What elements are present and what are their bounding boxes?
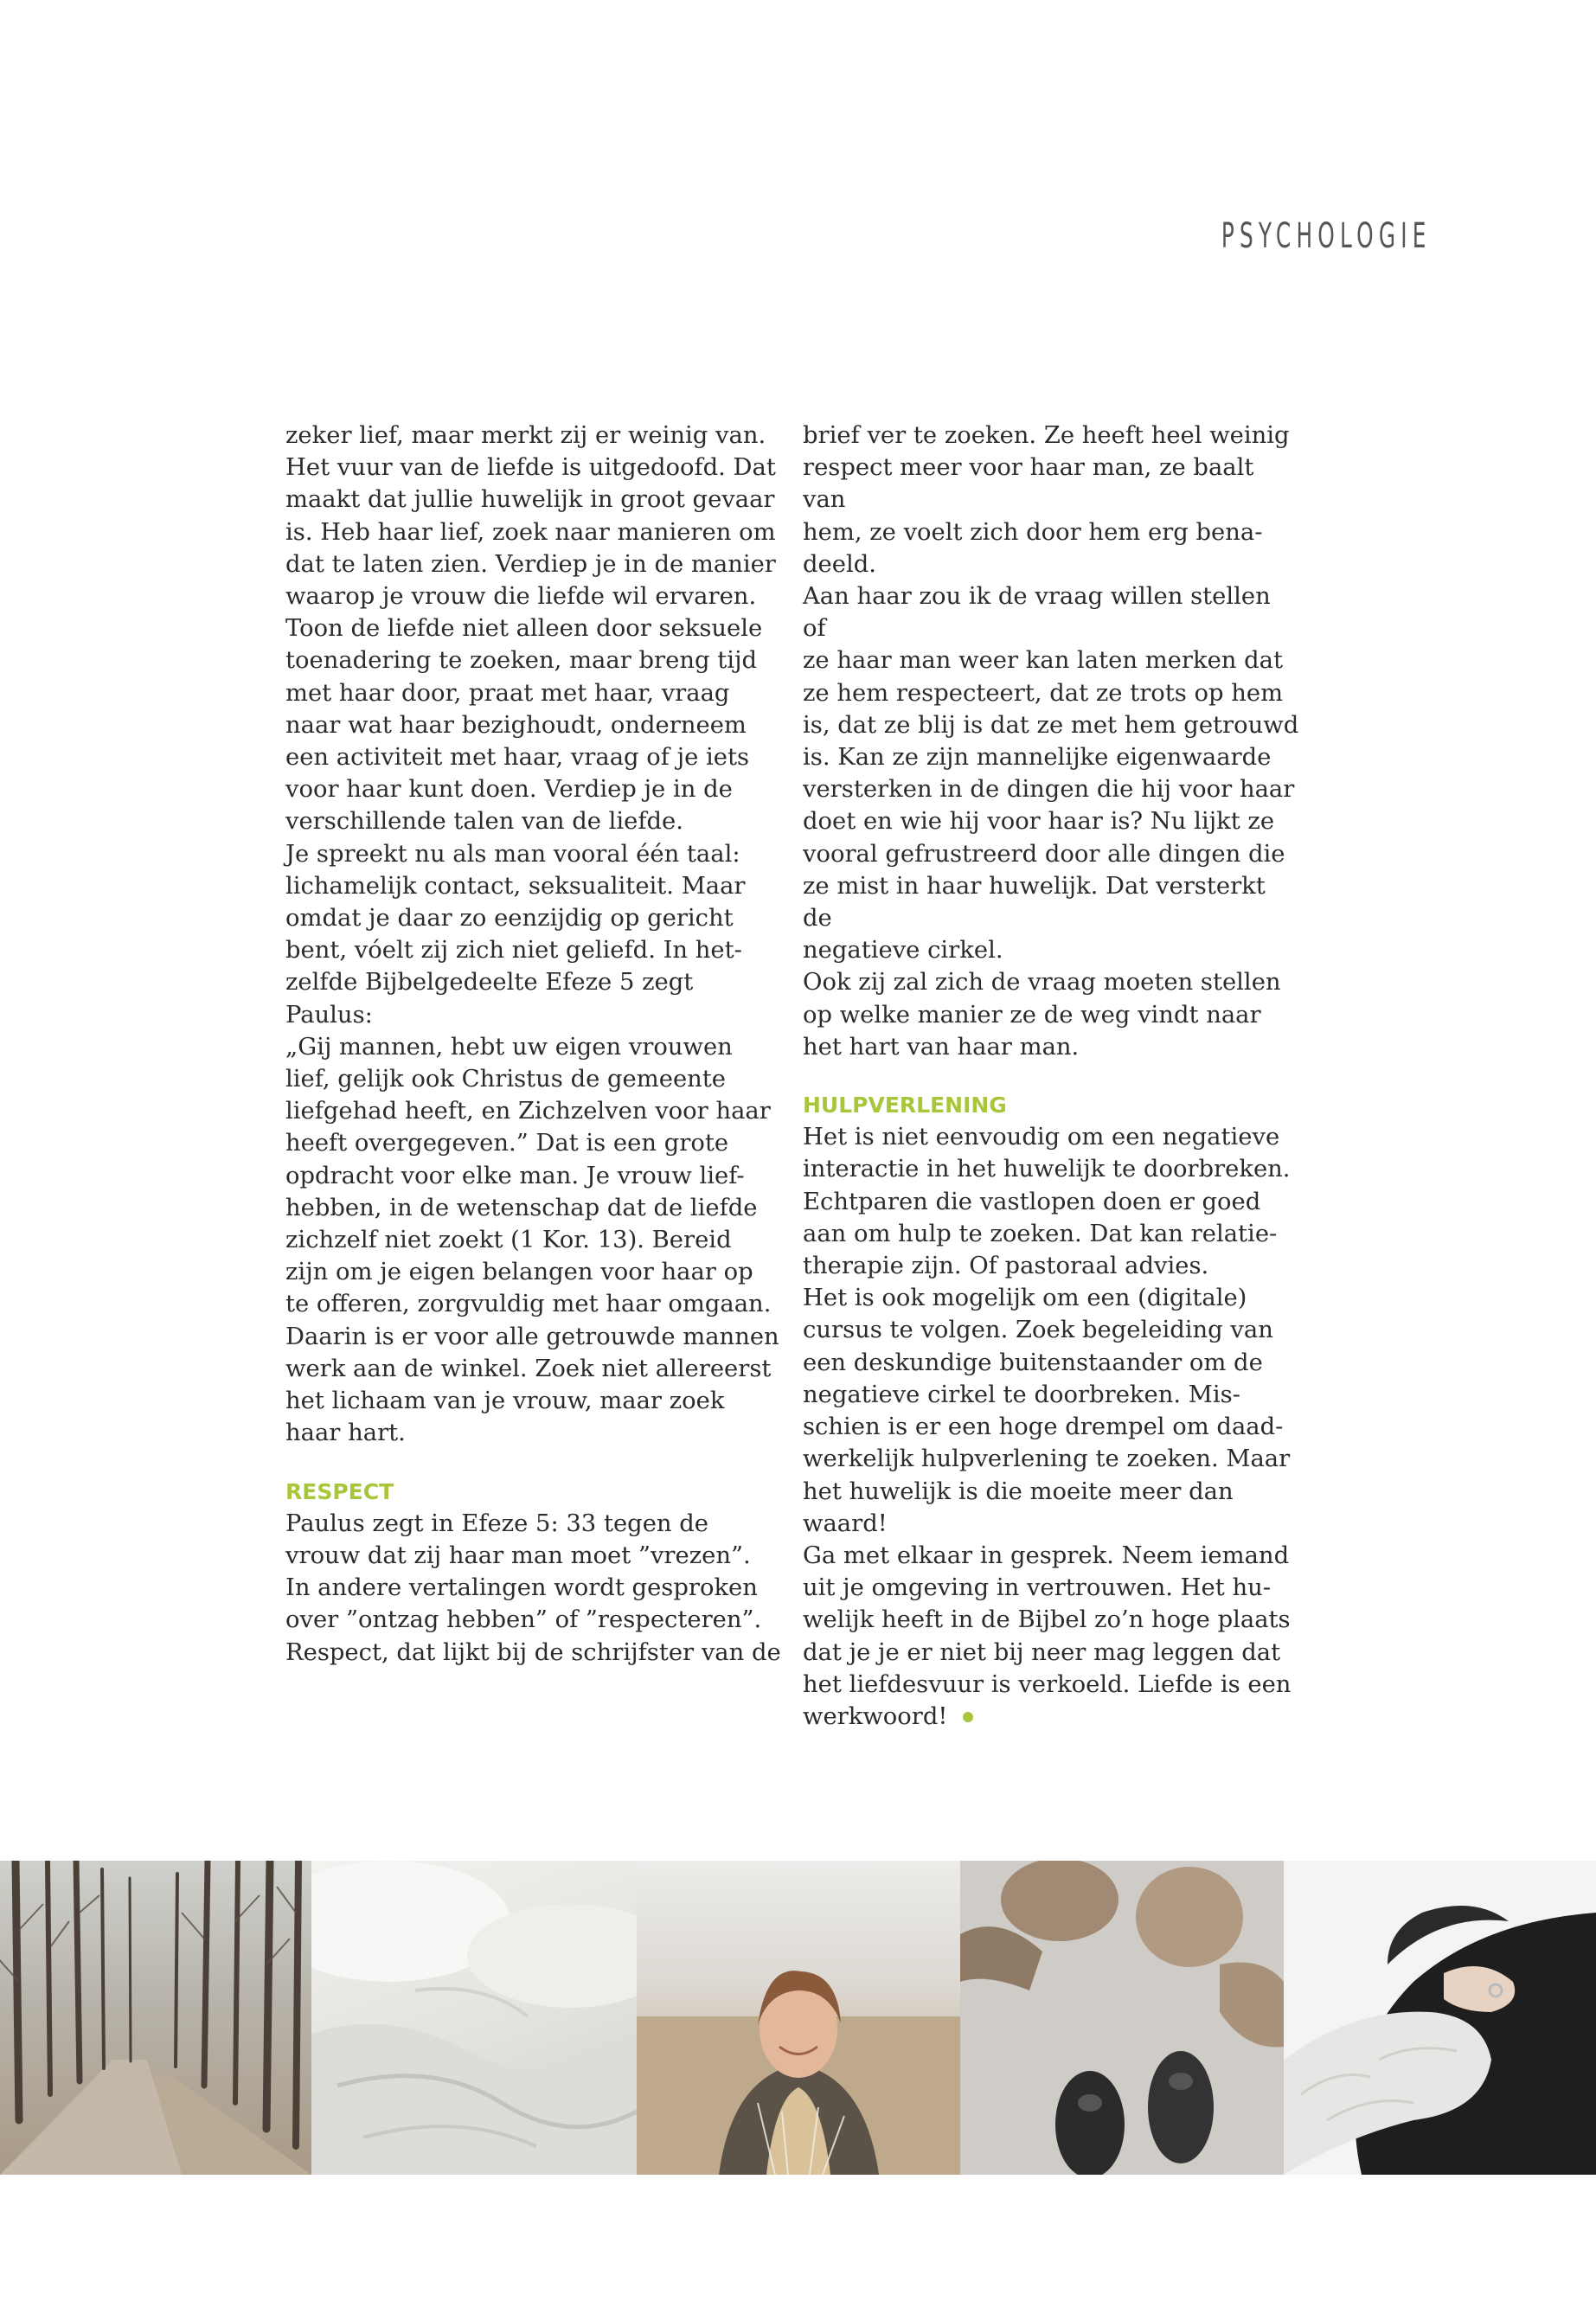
bedsheets-photo xyxy=(311,1861,637,2175)
heading-hulpverlening: HULPVERLENING xyxy=(803,1093,1007,1118)
paragraph: zeker lief, maar merkt zij er weinig van. Het vuur van de liefde is uitgedoofd. Dat maakt dat jullie huwelijk in groot gevaar is. Heb haar lief, zoek naar manieren om dat te laten zien. Verdiep je in de manier waarop je vrouw die liefde wil ervaren. Toon de liefde niet alleen door seksuele toenadering te zoeken, maar breng tijd met haar door, praat met haar, vraag naar wat haar bezighoudt, onderneem een activiteit met haar, vraag of je iets voor haar kunt doen. Verdiep je in de verschillende talen van de liefde. xyxy=(285,422,776,836)
paragraph-last xyxy=(803,1540,1300,1733)
paragraph: brief ver te zoeken. Ze heeft heel weinig respect meer voor haar man, ze baalt van hem, ze voelt zich door hem erg bena- deeld. xyxy=(803,422,1290,578)
left-column xyxy=(285,420,783,1669)
forest-photo xyxy=(0,1861,311,2175)
photo-strip xyxy=(0,1861,1596,2175)
paragraph-text: Ga met elkaar in gesprek. Neem iemand uit je omgeving in vertrouwen. Het hu- welijk heeft in de Bijbel zo’n hoge plaats dat je je er niet bij neer mag leggen dat het liefdesvuur is verkoeld. Liefde is een werkwoord! xyxy=(803,1541,1292,1730)
end-mark-icon xyxy=(963,1712,973,1722)
woman-illustration xyxy=(637,1861,960,2175)
section-label: PSYCHOLOGIE xyxy=(1221,216,1432,256)
paragraph: Ook zij zal zich de vraag moeten stellen op welke manier ze de weg vindt naar het hart van haar man. xyxy=(803,969,1281,1061)
forest-illustration xyxy=(0,1861,311,2175)
smiling-woman-photo xyxy=(637,1861,960,2175)
shoes-illustration xyxy=(960,1861,1284,2175)
paragraph: Het is ook mogelijk om een (digitale) cursus te volgen. Zoek begeleiding van een deskundige buitenstaander om de negatieve cirkel te doorbreken. Mis- schien is er een hoge drempel om daad- werkelijk hulpverlening te zoeken. Maar het huwelijk is die moeite meer dan waard! xyxy=(803,1285,1291,1537)
right-column xyxy=(803,420,1300,1733)
embrace-illustration xyxy=(1284,1861,1596,2175)
paragraph: Je spreekt nu als man vooral één taal: lichamelijk contact, seksualiteit. Maar omdat je daar zo eenzijdig op gericht bent, vóelt zij zich niet geliefd. In het- zelfde Bijbelgedeelte Efeze 5 zegt Paulus: „Gij mannen, hebt uw eigen vrouwen lief, gelijk ook Christus de gemeente liefgehad heeft, en Zichzelven voor haar heeft overgegeven.” Dat is een grote opdracht voor elke man. Je vrouw lief- hebben, in de wetenschap dat de liefde zichzelf niet zoekt (1 Kor. 13). Bereid zijn om je eigen belangen voor haar op te offeren, zorgvuldig met haar omgaan. Daarin is er voor alle getrouwde mannen werk aan de winkel. Zoek niet allereerst het lichaam van je vrouw, maar zoek haar hart. xyxy=(285,840,779,1447)
shoes-photo xyxy=(960,1861,1284,2175)
paragraph: Paulus zegt in Efeze 5: 33 tegen de vrouw dat zij haar man moet ”vrezen”. In andere vertalingen wordt gesproken over ”ontzag hebben” of ”respecteren”. Respect, dat lijkt bij de schrijfster van de xyxy=(285,1509,781,1666)
heading-respect: RESPECT xyxy=(285,1478,394,1504)
paragraph: Het is niet eenvoudig om een negatieve interactie in het huwelijk te doorbreken. Echtparen die vastlopen doen er goed aan om hulp te zoeken. Dat kan relatie- therapie zijn. Of pastoraal advies. xyxy=(803,1124,1291,1280)
paragraph: Aan haar zou ik de vraag willen stellen of ze haar man weer kan laten merken dat ze hem respecteert, dat ze trots op hem is, dat ze blij is dat ze met hem getrouwd is. Kan ze zijn mannelijke eigenwaarde versterken in de dingen die hij voor haar doet en wie hij voor haar is? Nu lijkt ze vooral gefrustreerd door alle dingen die ze mist in haar huwelijk. Dat versterkt de negatieve cirkel. xyxy=(803,583,1299,965)
embrace-photo xyxy=(1284,1861,1596,2175)
bedsheets-illustration xyxy=(311,1861,637,2175)
